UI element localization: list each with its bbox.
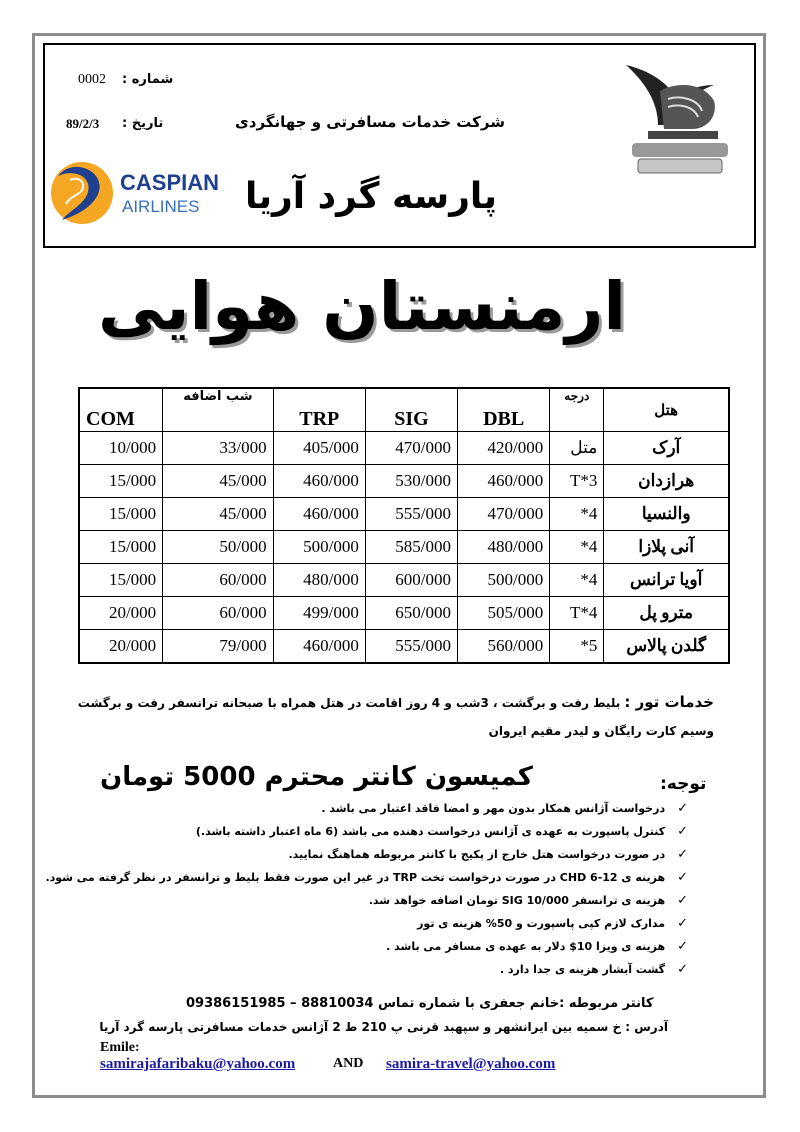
cell-extra: 60/000 [163,597,273,630]
table-row [79,597,729,630]
header-dbl: DBL [458,388,550,432]
cell-rank: متل [550,432,604,465]
company-name: شرکت خدمات مسافرتی و جهانگردی [235,113,505,131]
table-row [79,531,729,564]
table-row [79,432,729,465]
cell-trp: 499/000 [273,597,365,630]
cell-rank: *4 [550,498,604,531]
list-item: ✓هزینه ی ترانسفر SIG 10/000 تومان اضافه خواهد شد. [368,893,688,908]
cell-dbl: 470/000 [458,498,550,531]
cell-trp: 500/000 [273,531,365,564]
check-icon: ✓ [677,870,688,885]
lamassu-icon [618,55,728,180]
cell-trp: 460/000 [273,498,365,531]
commission-text: کمیسون کانتر محترم 5000 تومان [100,762,533,792]
cell-sig: 555/000 [365,498,457,531]
header-sig: SIG [365,388,457,432]
rates-grid [78,387,730,664]
number-value: 0002 [78,72,106,87]
cell-dbl: 505/000 [458,597,550,630]
check-icon: ✓ [677,801,688,816]
tour-services [78,688,714,745]
list-item: ✓گشت آبشار هزینه ی جدا دارد . [499,962,688,977]
brand-name: پارسه گرد آریا [245,176,497,217]
check-icon: ✓ [677,824,688,839]
airline-name-line1: CASPIAN [120,170,220,195]
cell-rank: T*4 [550,597,604,630]
cell-rank: *5 [550,630,604,664]
contact-line: کانتر مربوطه :خانم جعفری با شماره تماس 88810034 – 09386151985 [186,996,654,1011]
cell-hotel: مترو پل [604,597,729,630]
cell-extra: 60/000 [163,564,273,597]
header-com: COM [79,388,163,432]
cell-trp: 460/000 [273,630,365,664]
cell-rank: T*3 [550,465,604,498]
cell-extra: 50/000 [163,531,273,564]
cell-dbl: 500/000 [458,564,550,597]
cell-dbl: 420/000 [458,432,550,465]
cell-hotel: آویا ترانس [604,564,729,597]
cell-dbl: 460/000 [458,465,550,498]
cell-extra: 33/000 [163,432,273,465]
table-row [79,465,729,498]
cell-hotel: هرازدان [604,465,729,498]
cell-sig: 585/000 [365,531,457,564]
number-label: شماره : [122,72,174,87]
header-extra-night: شب اضافه [163,388,273,432]
cell-com: 15/000 [79,564,163,597]
cell-hotel: آرک [604,432,729,465]
header-hotel: هتل [604,388,729,432]
check-icon: ✓ [677,847,688,862]
cell-sig: 650/000 [365,597,457,630]
check-icon: ✓ [677,893,688,908]
cell-trp: 460/000 [273,465,365,498]
check-icon: ✓ [677,916,688,931]
table-row [79,498,729,531]
services-line1: بلیط رفت و برگشت ، 3شب و 4 روز اقامت در هتل همراه با صبحانه ترانسفر رفت و برگشت [77,696,621,710]
list-item: ✓در صورت درخواست هتل خارج از پکیج با کانتر مربوطه هماهنگ نمایید. [288,847,688,862]
date-label: تاریخ : [122,116,164,131]
cell-rank: *4 [550,564,604,597]
email-label: Emile: [100,1040,140,1055]
cell-trp: 405/000 [273,432,365,465]
services-label: خدمات تور : [624,693,714,711]
cell-extra: 45/000 [163,498,273,531]
cell-com: 20/000 [79,597,163,630]
cell-sig: 470/000 [365,432,457,465]
list-item: ✓مدارک لازم کپی پاسپورت و 50% هزینه ی تور [417,916,688,931]
list-item: ✓کنترل پاسپورت به عهده ی آژانس درخواست دهنده می باشد (6 ماه اعتبار داشته باشد.) [195,824,688,839]
cell-sig: 600/000 [365,564,457,597]
cell-rank: *4 [550,531,604,564]
cell-com: 20/000 [79,630,163,664]
address-line: آدرس : خ سمیه بین ایرانشهر و سپهبد قرنی پ 210 ط 2 آژانس خدمات مسافرتی پارسه گرد آریا [99,1020,668,1034]
cell-hotel: گلدن پالاس [604,630,729,664]
cell-com: 15/000 [79,498,163,531]
cell-sig: 555/000 [365,630,457,664]
rates-table [78,387,730,655]
header-rank: درجه [550,388,604,432]
cell-com: 15/000 [79,465,163,498]
cell-hotel: والنسیا [604,498,729,531]
services-line2: وسیم کارت رایگان و لیدر مقیم ایروان [488,724,714,738]
cell-dbl: 560/000 [458,630,550,664]
list-item: ✓هزینه ی CHD 6-12 در صورت درخواست تخت TRP در غیر این صورت فقط بلیط و ترانسفر در نظر گرفته می شود. [45,870,688,885]
cell-hotel: آنی پلازا [604,531,729,564]
check-icon: ✓ [677,939,688,954]
bird-icon [51,162,113,224]
cell-dbl: 480/000 [458,531,550,564]
cell-extra: 45/000 [163,465,273,498]
list-item: ✓هزینه ی ویزا 10$ دلار به عهده ی مسافر می باشد . [386,939,688,954]
notes-list [45,797,688,981]
and-text: AND [333,1056,364,1071]
table-row [79,630,729,664]
email-link-1[interactable]: samirajafaribaku@yahoo.com [100,1056,296,1072]
page-title: ارمنستان هوایی [98,268,626,345]
list-item: ✓درخواست آژانس همکار بدون مهر و امضا فاقد اعتبار می باشد . [321,801,688,816]
cell-sig: 530/000 [365,465,457,498]
email-link-2[interactable]: samira-travel@yahoo.com [386,1056,556,1072]
cell-com: 10/000 [79,432,163,465]
notes-title: توجه: [660,774,707,794]
cell-trp: 480/000 [273,564,365,597]
cell-com: 15/000 [79,531,163,564]
table-row [79,564,729,597]
header-trp: TRP [273,388,365,432]
date-value: 89/2/3 [66,116,100,131]
airline-name-line2: AIRLINES [122,197,200,216]
table-header-row [79,388,729,432]
cell-extra: 79/000 [163,630,273,664]
airline-logo [48,158,233,228]
check-icon: ✓ [677,962,688,977]
